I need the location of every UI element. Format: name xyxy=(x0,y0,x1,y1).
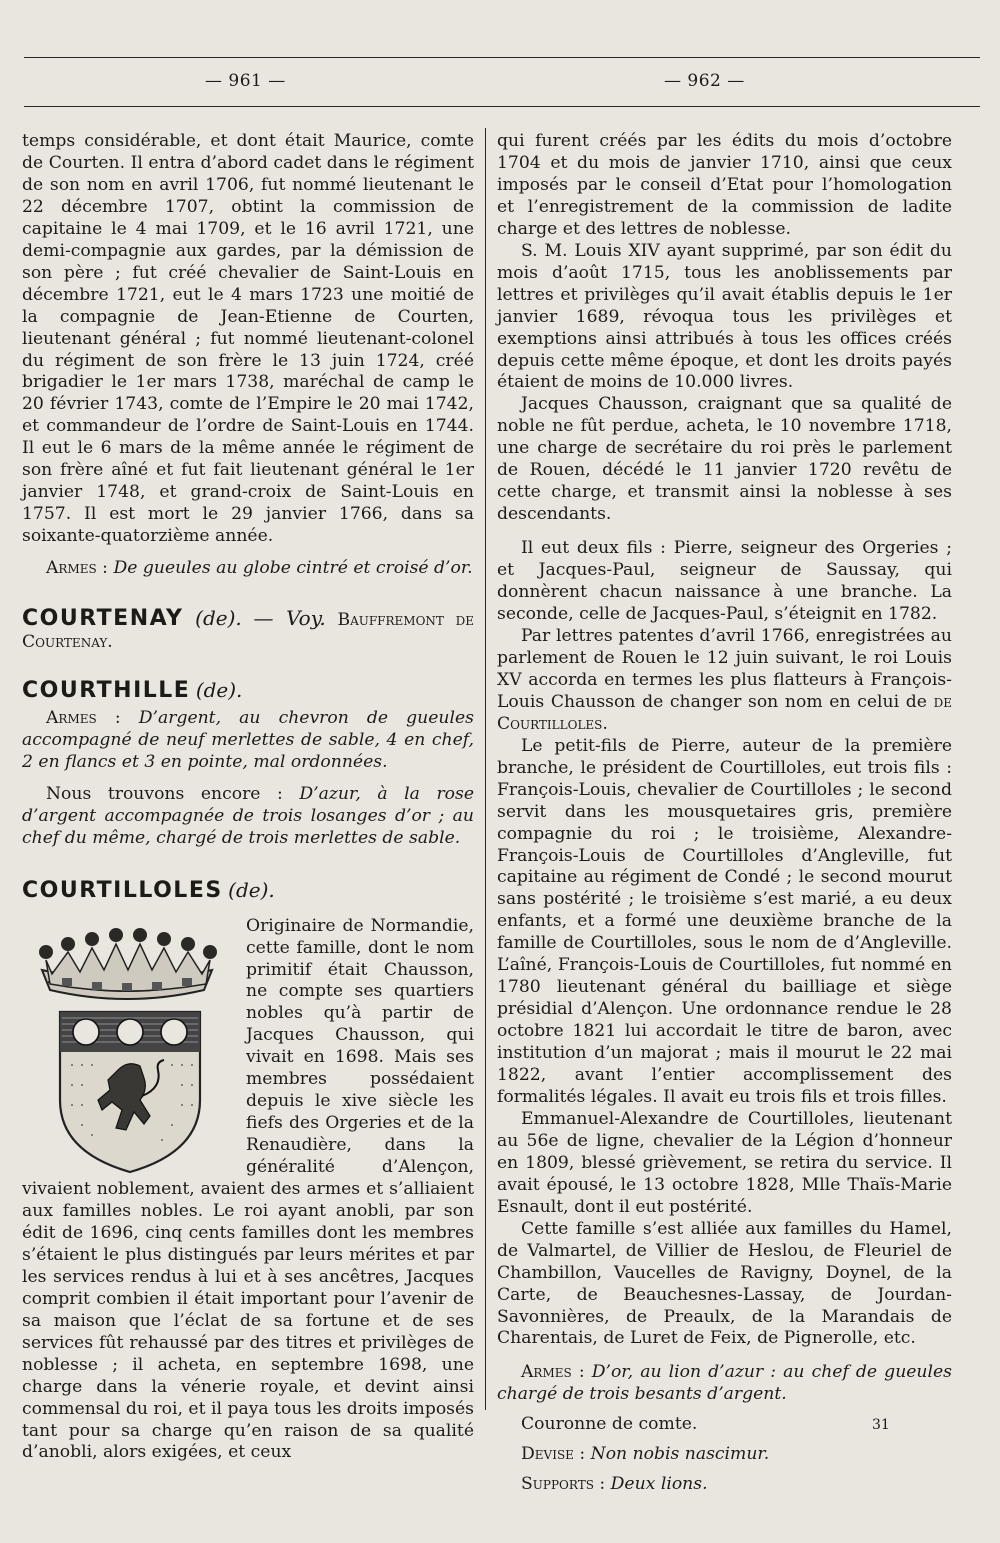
coat-of-arms-icon xyxy=(22,920,232,1178)
courtenay-voy: — Voy. xyxy=(253,606,326,631)
new-name: de Courtilloles. xyxy=(497,691,952,734)
couronne: Couronne de comte. xyxy=(521,1414,698,1435)
folio-number: 31 xyxy=(872,1417,890,1433)
courthille-variant xyxy=(22,784,474,850)
armes-blazon: De gueules au globe cintré et croisé d’or. xyxy=(113,558,473,579)
courthille-armes xyxy=(22,708,474,774)
courtilloles-particle: (de). xyxy=(228,877,275,902)
courtenay-heading: COURTENAY xyxy=(22,606,184,632)
right-paragraph-8: Cette famille s’est alliée aux familles du Hamel, de Valmartel, de Villier de Heslou, de Fleuriel de Chambillon, Vaucelles de Ravigny, Doynel, de la Carte, de Beauchesnes-Lassay, de Jourdan-Savonnières, de Preaulx, de la Marandais de Charentais, de Luret de Feix, de Pignerolle, etc. xyxy=(497,1218,952,1349)
armes-blazon: D’or, au lion d’azur : au chef de gueules chargé de trois besants d’argent. xyxy=(497,1362,952,1405)
courtilloles-heading: COURTILLOLES xyxy=(22,877,223,903)
armes-label: Armes : xyxy=(521,1362,585,1383)
right-paragraph-4: Il eut deux fils : Pierre, seigneur des Orgeries ; et Jacques-Paul, seigneur de Saussay, qui donnèrent chacun naissance à une branche. La seconde, celle de Jacques-Paul, s’éteignit en 1782. xyxy=(497,538,952,625)
supports-text: Deux lions. xyxy=(610,1474,708,1495)
page-number-left: — 961 — xyxy=(205,71,286,91)
devise-text: Non nobis nascimur. xyxy=(590,1444,770,1465)
right-paragraph-3: Jacques Chausson, craignant que sa qualité de noble ne fût perdue, acheta, le 10 novembre 1718, une charge de secrétaire du roi près le parlement de Rouen, décédé le 11 janvier 1720 revêtu de cette charge, et transmit ainsi la noblesse à ses descendants. xyxy=(497,394,952,525)
variant-blazon: D’azur, à la rose d’argent accompagnée de trois losanges d’or ; au chef du même, chargé de trois merlettes de sable. xyxy=(22,783,475,848)
courtenay-particle: (de). xyxy=(195,606,242,631)
courtilloles-origin-paragraph: Originaire de Normandie, cette famille, dont le nom primitif était Chausson, ne compte ses quartiers nobles qu’à partir de Jacques Chausson, qui vivait en 1698. Mais ses membres possédaient depuis le xive siècle les fiefs des Orgeries et de la Renaudière, dans la généralité d’Alençon, vivaient noblement, avaient des armes et s’alliaient aux familles nobles. Le roi ayant anobli, par son édit de 1696, cinq cents familles dont les membres s’étaient le plus distingués par leurs mérites et par les services rendus à lui et à ses ancêtres, Jacques comprit combien il était important pour l’avenir de sa maison que l’éclat de sa fortune et de ses services fût rehaussé par des titres et privilèges de noblesse ; il acheta, en septembre 1698, une charge dans la vénerie royale, et devint ainsi commensal du roi, et il paya tous les droits imposés tant pour sa charge qu’en raison de sa qualité d’anobli, alors exigées, et ceux xyxy=(22,915,474,1463)
right-paragraph-1: qui furent créés par les édits du mois d’octobre 1704 et du mois de janvier 1710, ainsi que ceux imposés par le conseil d’Etat pour l’homologation et l’enregistrement de la commission de ladite charge et des lettres de noblesse. xyxy=(497,131,952,239)
supports xyxy=(497,1474,952,1496)
name-change-text: Par lettres patentes d’avril 1766, enregistrées au parlement de Rouen le 12 juin suivant, le roi Louis XV accorda en termes les plus flatteurs à François-Louis Chausson de changer son nom en celui de xyxy=(497,625,952,712)
courthille-heading-line xyxy=(22,677,474,704)
variant-lead: Nous trouvons encore : xyxy=(46,783,283,804)
courten-armes xyxy=(22,558,474,580)
right-paragraph-2: S. M. Louis XIV ayant supprimé, par son édit du mois d’août 1715, tous les anoblissements par lettres et privilèges qu’il avait établis depuis le 1er janvier 1689, révoqua tous les privilèges et exemptions ainsi attribués à tous les offices créés depuis cette même époque, et dont les droits payés étaient de moins de 10.000 livres. xyxy=(497,240,952,393)
column-divider xyxy=(485,128,486,1410)
right-column xyxy=(497,131,952,1496)
devise-label: Devise : xyxy=(521,1444,586,1465)
armes-label: Armes : xyxy=(46,558,108,579)
courtenay-reference: Bauffremont de Courtenay. xyxy=(22,610,474,653)
right-paragraph-7: Emmanuel-Alexandre de Courtilloles, lieutenant au 56e de ligne, chevalier de la Légion d’honneur en 1809, blessé grièvement, se retira du service. Il avait épousé, le 13 octobre 1828, Mlle Thaïs-Marie Esnault, dont il eut postérité. xyxy=(497,1108,952,1217)
courten-biography: temps considérable, et dont était Maurice, comte de Courten. Il entra d’abord cadet dans le régiment de son nom en avril 1706, fut nommé lieutenant le 22 décembre 1707, obtint la commission de capitaine le 4 mai 1709, et le 16 avril 1721, une demi-compagnie aux gardes, par la démission de son père ; fut créé chevalier de Saint-Louis en décembre 1721, eut le 4 mars 1723 une moitié de la compagnie de Jean-Etienne de Courten, lieutenant général ; fut nommé lieutenant-colonel du régiment de son frère le 13 juin 1724, créé brigadier le 1er mars 1738, maréchal de camp le 20 février 1743, comte de l’Empire le 20 mai 1742, et commandeur de l’ordre de Saint-Louis en 1744. Il eut le 6 mars de la même année le régiment de son frère aîné et fut fait lieutenant général le 1er janvier 1748, et grand-croix de Saint-Louis en 1757. Il est mort le 29 janvier 1766, dans sa soixante-quatorzième année. xyxy=(22,131,474,547)
header-bottom-rule xyxy=(24,106,980,107)
courtenay-entry xyxy=(22,608,474,654)
right-paragraph-6: Le petit-fils de Pierre, auteur de la première branche, le président de Courtilloles, eut trois fils : François-Louis, chevalier de Courtilloles ; le second servit dans les mousquetaires gris, première compagnie du roi ; le troisième, Alexandre-François-Louis de Courtilloles d’Angleville, fut capitaine au régiment de Condé ; le second mourut sans postérité ; le troisième s’est marié, a eu deux enfants, et a formé une deuxième branche de la famille de Courtilloles, sous le nom de d’Angleville. L’aîné, François-Louis de Courtilloles, fut nommé en 1780 lieutenant général du bailliage et siège présidial d’Alençon. Une ordonnance rendue le 28 octobre 1821 lui accordait le titre de baron, avec institution d’un majorat ; mais il mourut le 22 mai 1822, avant l’entier accomplissement des formalités légales. Il avait eu trois fils et trois filles. xyxy=(497,735,952,1107)
right-paragraph-5 xyxy=(497,626,952,736)
courtilloles-armes xyxy=(497,1362,952,1406)
courtilloles-heading-line xyxy=(22,877,474,904)
left-column xyxy=(22,131,474,1464)
courtilloles-block xyxy=(22,916,474,1465)
armes-blazon: D’argent, au chevron de gueules accompagné de neuf merlettes de sable, 4 en chef, 2 en flancs et 3 en pointe, mal ordonnées. xyxy=(22,707,474,772)
courthille-particle: (de). xyxy=(195,677,243,702)
courthille-heading: COURTHILLE xyxy=(22,677,191,703)
devise xyxy=(497,1444,952,1466)
armes-label: Armes : xyxy=(46,707,121,728)
supports-label: Supports : xyxy=(521,1474,606,1495)
header-top-rule xyxy=(24,57,980,58)
page-number-right: — 962 — xyxy=(664,71,745,91)
